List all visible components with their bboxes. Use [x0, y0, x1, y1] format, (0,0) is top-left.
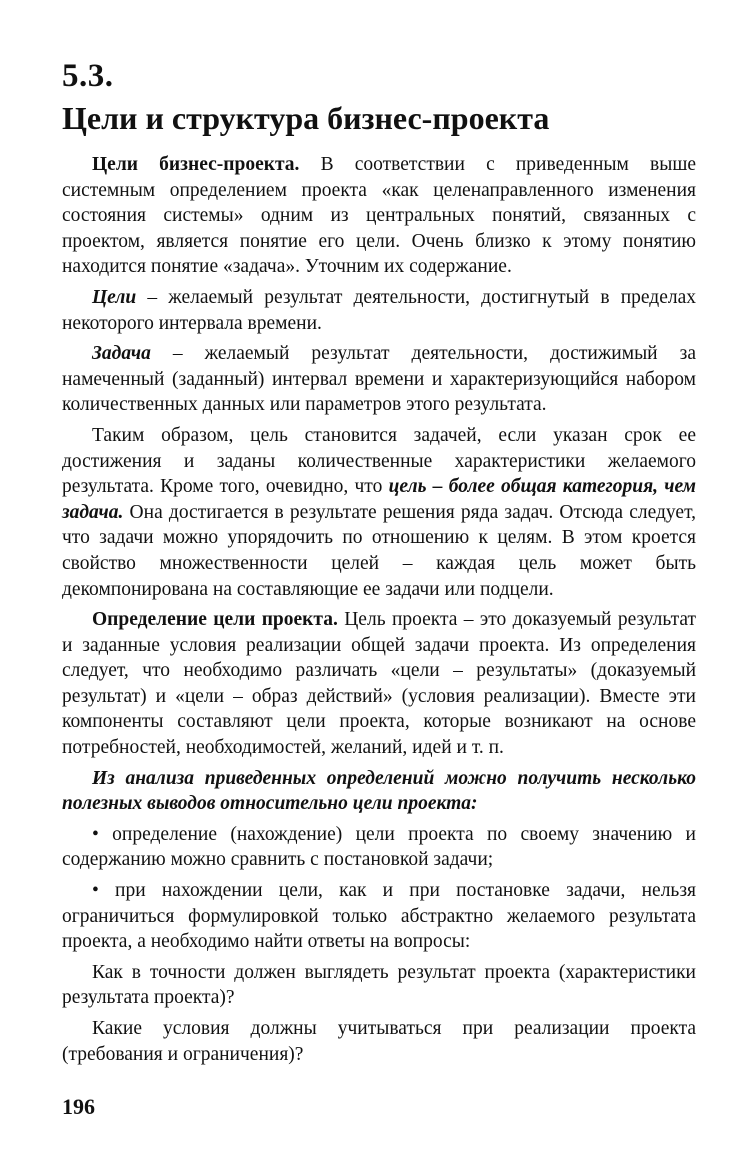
paragraph-text: Она достигается в результате решения ряда задач. Отсюда следует, что задачи можно упорядочить по отношению к целям. В этом кроется свойство множественности целей – каждая цель может быть декомпонирована на составляющие ее задачи или подцели. — [62, 501, 696, 600]
conclusions-intro: Из анализа приведенных определений можно получить несколько полезных выводов относительно цели проекта: — [62, 767, 696, 815]
paragraph-lead: Цели бизнес-проекта. — [92, 154, 300, 175]
paragraph-text: Таким образом, цель становится задачей, если указан срок ее достижения и заданы количественные характеристики желаемого результата. Кроме того, очевидно, что — [62, 424, 696, 498]
definition-goals — [62, 285, 696, 336]
definition-task — [62, 341, 696, 418]
body-text — [62, 152, 696, 1072]
question-item: Как в точности должен выглядеть результат проекта (характеристики результата проекта)? — [62, 961, 696, 1009]
paragraph-text: В соответствии с приведенным выше системным определением проекта «как целенаправленного изменения состояния системы» одним из центральных понятий, связанных с проектом, является понятие его цели. Очень близко к этому понятию находится понятие «задача». Уточним их содержание. — [62, 154, 697, 278]
paragraph-text: Цель проекта – это доказуемый результат и заданные условия реализации общей задачи проекта. Из определения следует, что необходимо различать «цели – результаты» (доказуемый результат) и «цели – образ действий» (условия реализации). Вместе эти компоненты составляют цели проекта, которые возникают на основе потребностей, необходимостей, желаний, идей и т. п. — [62, 609, 696, 759]
definition-term: Цели — [92, 286, 137, 308]
bullet-item: • при нахождении цели, как и при постановке задачи, нельзя ограничиться формулировкой только абстрактно желаемого результата проекта, а необходимо найти ответы на вопросы: — [62, 880, 696, 953]
bullet-item: • определение (нахождение) цели проекта по своему значению и содержанию можно сравнить с постановкой задачи; — [62, 823, 696, 871]
paragraph-goal-vs-task — [62, 423, 696, 602]
definition-text: – желаемый результат деятельности, достигнутый в пределах некоторого интервала времени. — [62, 286, 696, 334]
paragraph-goal-definition — [62, 607, 696, 761]
page-number: 196 — [62, 1094, 95, 1119]
paragraph-lead: Определение цели проекта. — [92, 609, 338, 631]
question-item: Какие условия должны учитываться при реализации проекта (требования и ограничения)? — [62, 1018, 696, 1065]
paragraph-goals-intro — [62, 152, 696, 280]
section-title: Цели и структура бизнес-проекта — [62, 100, 550, 136]
definition-text: – желаемый результат деятельности, достижимый за намеченный (заданный) интервал времени и характеризующийся набором количественных данных или параметров этого результата. — [62, 343, 696, 416]
section-number: 5.3. — [62, 58, 114, 94]
emphasis-text: цель – более общая категория, чем задача. — [62, 476, 696, 523]
definition-term: Задача — [92, 343, 151, 365]
